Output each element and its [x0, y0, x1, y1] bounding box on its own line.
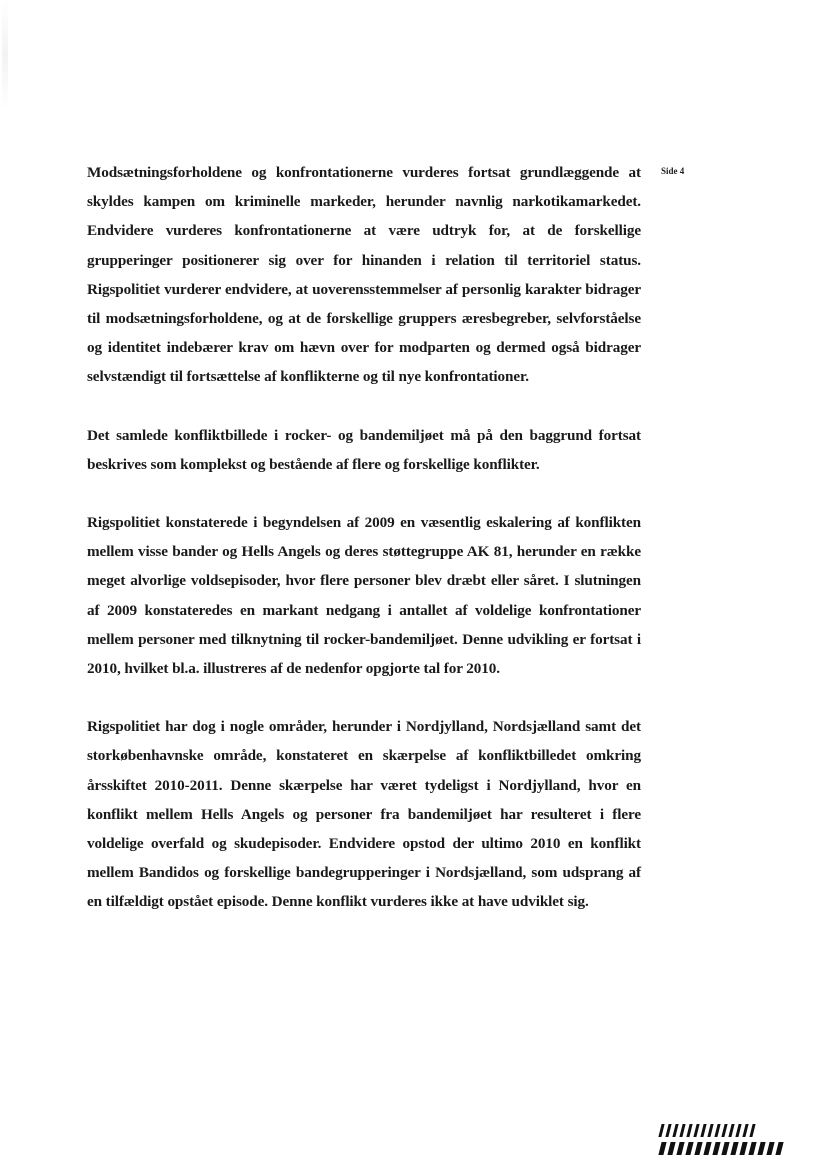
barcode-bar: [775, 1142, 783, 1155]
barcode-bar: [658, 1142, 666, 1155]
barcode-bar: [703, 1142, 711, 1155]
barcode-bar: [730, 1142, 738, 1155]
barcode-bar: [721, 1142, 729, 1155]
barcode-bar: [667, 1142, 675, 1155]
document-body: [87, 158, 641, 917]
barcode-bar: [672, 1124, 678, 1137]
barcode-bar: [707, 1124, 713, 1137]
barcode-icon: [660, 1124, 798, 1156]
scan-artifact: [2, 0, 8, 110]
barcode-bar: [766, 1142, 774, 1155]
barcode-bar: [676, 1142, 684, 1155]
paragraph-regional-tightening: Rigspolitiet har dog i nogle områder, herunder i Nordjylland, Nordsjælland samt det storkøbenhavnske område, konstateret en skærpelse af konfliktbilledet omkring årsskiftet 2010-2011. Denne skærpelse har været tydeligst i Nordjylland, hvor en konflikt mellem Hells Angels og personer fra bandemiljøet har resulteret i flere voldelige overfald og skudepisoder. Endvidere opstod der ultimo 2010 en konflikt mellem Bandidos og forskellige bandegrupperinger i Nordsjælland, som udsprang af en tilfældigt opstået episode. Denne konflikt vurderes ikke at have udviklet sig.: [87, 718, 641, 911]
paragraph-conflict-overview: Det samlede konfliktbillede i rocker- og bandemiljøet må på den baggrund fortsat beskrives som komplekst og bestående af flere og forskellige konflikter.: [87, 426, 641, 473]
paragraph-conflict-causes: Modsætningsforholdene og konfrontationerne vurderes fortsat grundlæggende at skyldes kampen om kriminelle markeder, herunder navnlig narkotikamarkedet. Endvidere vurderes konfrontationerne at være udtryk for, at de forskellige grupperinger positionerer sig over for hinanden i relation til territoriel status. Rigspolitiet vurderer endvidere, at uoverensstemmelser af personlig karakter bidrager til modsætningsforholdene, og at de forskellige gruppers æresbegreber, selvforståelse og identitet indebærer krav om hævn over for modparten og dermed også bidrager selvstændigt til fortsættelse af konflikterne og til nye konfrontationer.: [87, 164, 641, 386]
barcode-bar: [735, 1124, 741, 1137]
barcode-bar: [749, 1124, 755, 1137]
barcode-bar: [739, 1142, 747, 1155]
barcode-bar: [679, 1124, 685, 1137]
barcode-row-top: [660, 1124, 798, 1137]
barcode-bar: [712, 1142, 720, 1155]
paragraph-escalation-2009: Rigspolitiet konstaterede i begyndelsen af 2009 en væsentlig eskalering af konflikten mellem visse bander og Hells Angels og deres støttegruppe AK 81, herunder en række meget alvorlige voldsepisoder, hvor flere personer blev dræbt eller såret. I slutningen af 2009 konstateredes en markant nedgang i antallet af voldelige konfrontationer mellem personer med tilknytning til rocker-bandemiljøet. Denne udvikling er fortsat i 2010, hvilket bl.a. illustreres af de nedenfor opgjorte tal for 2010.: [87, 514, 641, 678]
barcode-bar: [700, 1124, 706, 1137]
barcode-bar: [748, 1142, 756, 1155]
barcode-bar: [714, 1124, 720, 1137]
barcode-bar: [685, 1142, 693, 1155]
barcode-bar: [757, 1142, 765, 1155]
barcode-bar: [686, 1124, 692, 1137]
page-number-label: Side 4: [661, 166, 685, 176]
barcode-bar: [658, 1124, 664, 1137]
barcode-bar: [721, 1124, 727, 1137]
barcode-bar: [665, 1124, 671, 1137]
barcode-row-bottom: [660, 1142, 798, 1155]
barcode-bar: [728, 1124, 734, 1137]
barcode-bar: [694, 1142, 702, 1155]
barcode-bar: [693, 1124, 699, 1137]
barcode-bar: [742, 1124, 748, 1137]
